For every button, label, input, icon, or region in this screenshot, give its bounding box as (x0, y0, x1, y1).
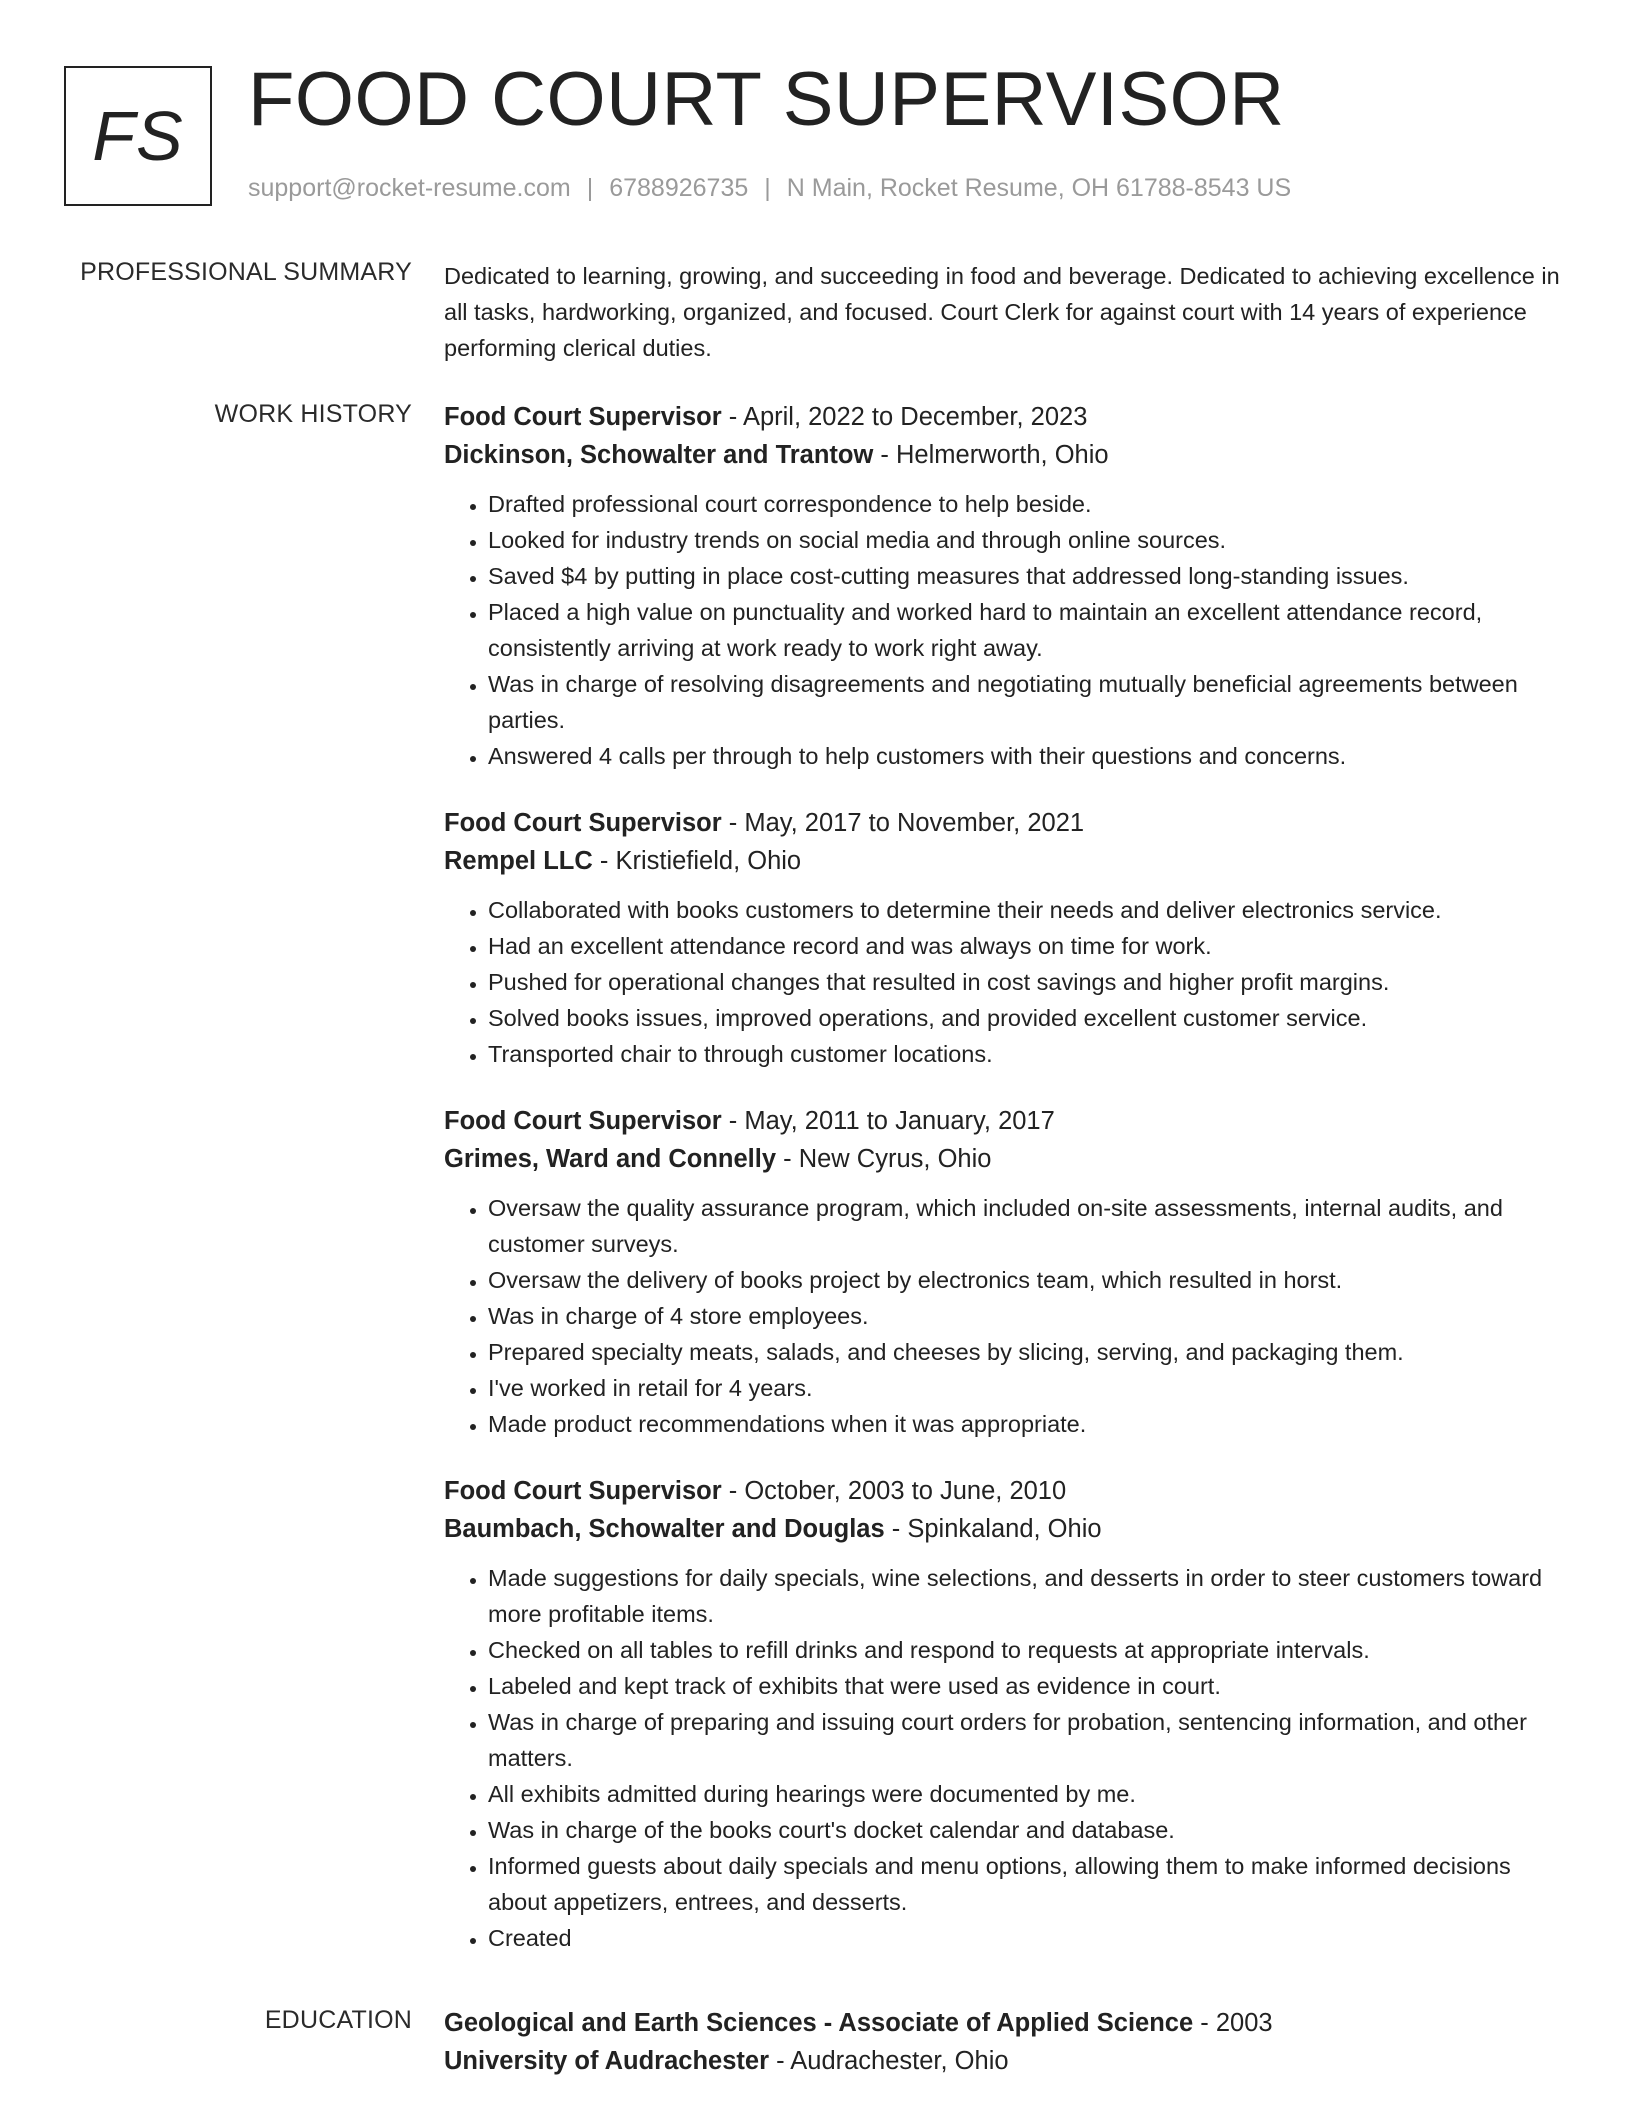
contact-line (248, 174, 1291, 203)
contact-phone: 6788926735 (609, 174, 749, 202)
summary-label: PROFESSIONAL SUMMARY (80, 258, 412, 286)
resume-title: FOOD COURT SUPERVISOR (248, 57, 1285, 142)
job-entry (444, 804, 1560, 1072)
job-company: Dickinson, Schowalter and Trantow (444, 441, 874, 469)
job-bullets (444, 1560, 1560, 1956)
job-bullet: • Was in charge of 4 store employees. (488, 1298, 1560, 1334)
job-title-line (444, 1472, 1560, 1510)
job-dates: - May, 2011 to January, 2017 (721, 1107, 1055, 1135)
contact-email: support@rocket-resume.com (248, 174, 571, 202)
job-bullet: • Was in charge of resolving disagreements and negotiating mutually beneficial agreements between parties. (488, 666, 1560, 738)
job-bullet: • Created (488, 1920, 1560, 1956)
job-bullet: • Oversaw the delivery of books project by electronics team, which resulted in horst. (488, 1262, 1560, 1298)
job-bullet: • Was in charge of the books court's docket calendar and database. (488, 1812, 1560, 1848)
job-bullet: • Checked on all tables to refill drinks and respond to requests at appropriate intervals. (488, 1632, 1560, 1668)
job-bullet: • Drafted professional court correspondence to help beside. (488, 486, 1560, 522)
job-company: Baumbach, Schowalter and Douglas (444, 1515, 885, 1543)
education-school: University of Audrachester (444, 2047, 769, 2075)
job-location: - New Cyrus, Ohio (776, 1145, 992, 1173)
job-bullet: • Collaborated with books customers to determine their needs and deliver electronics service. (488, 892, 1560, 928)
job-location: - Kristiefield, Ohio (592, 847, 802, 875)
job-company: Grimes, Ward and Connelly (444, 1145, 777, 1173)
job-bullet: • Looked for industry trends on social media and through online sources. (488, 522, 1560, 558)
work-history-label: WORK HISTORY (214, 400, 412, 428)
monogram-box (64, 66, 212, 206)
job-dates: - October, 2003 to June, 2010 (721, 1477, 1067, 1505)
job-bullet: • Prepared specialty meats, salads, and cheeses by slicing, serving, and packaging them. (488, 1334, 1560, 1370)
job-bullets (444, 892, 1560, 1072)
job-location: - Spinkaland, Ohio (884, 1515, 1102, 1543)
job-bullet: • Informed guests about daily specials and menu options, allowing them to make informed decisions about appetizers, entrees, and desserts. (488, 1848, 1560, 1920)
education-body (444, 2004, 1560, 2080)
job-bullet: • Oversaw the quality assurance program, which included on-site assessments, internal audits, and customer surveys. (488, 1190, 1560, 1262)
education-label: EDUCATION (264, 2006, 412, 2034)
contact-address: N Main, Rocket Resume, OH 61788-8543 US (786, 174, 1292, 202)
job-bullet: • Solved books issues, improved operations, and provided excellent customer service. (488, 1000, 1560, 1036)
job-dates: - May, 2017 to November, 2021 (721, 809, 1085, 837)
job-title: Food Court Supervisor (444, 403, 722, 431)
contact-separator: | (764, 174, 771, 202)
education-degree: Geological and Earth Sciences - Associate of Applied Science (444, 2009, 1194, 2037)
job-bullet: • Labeled and kept track of exhibits that were used as evidence in court. (488, 1668, 1560, 1704)
summary-text: Dedicated to learning, growing, and succeeding in food and beverage. Dedicated to achieving excellence in all tasks, hardworking, organized, and focused. Court Clerk for against court with 14 years of experience performing clerical duties. (444, 263, 1560, 361)
job-company-line (444, 1510, 1560, 1548)
job-location: - Helmerworth, Ohio (873, 441, 1109, 469)
education-degree-line (444, 2004, 1560, 2042)
monogram-initials: FS (92, 97, 184, 175)
summary-body (444, 258, 1560, 366)
job-bullet: • Placed a high value on punctuality and worked hard to maintain an excellent attendance record, consistently arriving at work ready to work right away. (488, 594, 1560, 666)
job-bullet: • Answered 4 calls per through to help customers with their questions and concerns. (488, 738, 1560, 774)
job-title-line (444, 398, 1560, 436)
job-company: Rempel LLC (444, 847, 593, 875)
job-bullet: • Was in charge of preparing and issuing court orders for probation, sentencing information, and other matters. (488, 1704, 1560, 1776)
job-title-line (444, 804, 1560, 842)
job-bullet: • Transported chair to through customer locations. (488, 1036, 1560, 1072)
job-bullet: • Saved $4 by putting in place cost-cutting measures that addressed long-standing issues. (488, 558, 1560, 594)
education-school-line (444, 2042, 1560, 2080)
work-history-body (444, 398, 1560, 1986)
job-bullet: • I've worked in retail for 4 years. (488, 1370, 1560, 1406)
job-entry (444, 1102, 1560, 1442)
job-bullet: • Pushed for operational changes that resulted in cost savings and higher profit margins. (488, 964, 1560, 1000)
education-location: - Audrachester, Ohio (769, 2047, 1009, 2075)
job-company-line (444, 1140, 1560, 1178)
job-title: Food Court Supervisor (444, 1477, 722, 1505)
job-bullets (444, 1190, 1560, 1442)
job-bullets (444, 486, 1560, 774)
contact-separator: | (586, 174, 594, 202)
job-bullet: • Made suggestions for daily specials, wine selections, and desserts in order to steer customers toward more profitable items. (488, 1560, 1560, 1632)
job-dates: - April, 2022 to December, 2023 (721, 403, 1088, 431)
job-title: Food Court Supervisor (444, 809, 722, 837)
job-entry (444, 1472, 1560, 1956)
job-entry (444, 398, 1560, 774)
job-bullet: • Made product recommendations when it was appropriate. (488, 1406, 1560, 1442)
job-title-line (444, 1102, 1560, 1140)
job-bullet: • Had an excellent attendance record and was always on time for work. (488, 928, 1560, 964)
education-year: - 2003 (1193, 2009, 1273, 2037)
job-company-line (444, 436, 1560, 474)
job-company-line (444, 842, 1560, 880)
job-bullet: • All exhibits admitted during hearings were documented by me. (488, 1776, 1560, 1812)
job-title: Food Court Supervisor (444, 1107, 722, 1135)
